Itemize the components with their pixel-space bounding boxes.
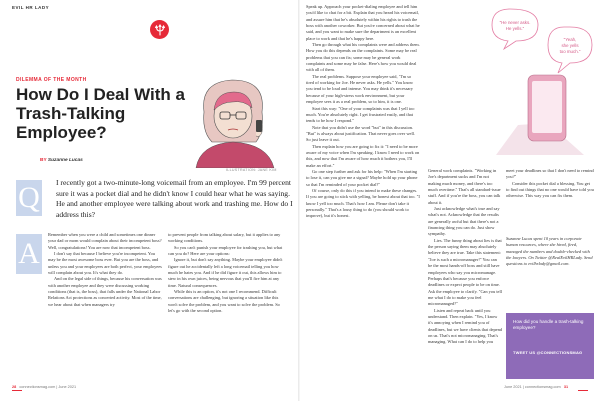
article-headline: How Do I Deal With a Trash-Talking Employee? bbox=[16, 85, 185, 142]
answer-column-2 bbox=[168, 232, 284, 382]
paragraph: Ignore it, but don't say anything. Maybe your employee didn't figure out he accidentally left a long voicemail telling you how much he hates you. And if he did figure it out, this allows him to stew in his own juices, being nervous that you'll fire him at any time. Natural consequences. bbox=[168, 257, 283, 288]
woman-portrait-illustration bbox=[186, 72, 284, 168]
bubble-top-line1: "He never asks. bbox=[499, 20, 531, 25]
right-page-number: 31 bbox=[563, 385, 569, 389]
bubble-middle-line1: "Yeah, bbox=[563, 37, 577, 42]
bubble-middle-line3: too much." bbox=[559, 49, 581, 54]
left-footer-info: connectionsmag.com | June 2021 bbox=[19, 385, 77, 389]
answer-initial: A bbox=[16, 234, 42, 274]
speech-bubbles-illustration bbox=[488, 5, 598, 165]
question-text: I recently got a two-minute-long voicemail from an employee. I'm 99 percent sure it was a pocket dial and he didn't know I could hear what he was saying. He and another employee were talking about work and trashing me. How do I address this? bbox=[56, 178, 293, 219]
paragraph: meet your deadlines so that I don't need to remind you?" bbox=[506, 168, 594, 180]
right-footer bbox=[504, 385, 568, 389]
paragraph: The real problems. Suppose your employee said, "I'm so tired of working for Joe. He never asks. He yells." You know you tend to be loud and intense. You may think it's necessary because of your high-stress work environment, but your employee sees it as a real problem, so to him, it is one. bbox=[306, 73, 414, 105]
left-footer-rule bbox=[12, 390, 22, 391]
article-kicker: DILEMMA OF THE MONTH bbox=[16, 77, 87, 83]
bubble-middle-line2: she yells bbox=[561, 43, 579, 48]
left-page-number: 28 bbox=[12, 385, 17, 389]
paragraph: Note that you didn't use the word "but" in this discussion. "But" is always about justification. That never goes over well. So just leave it out. bbox=[306, 124, 415, 143]
author-bio bbox=[506, 236, 594, 266]
paragraph: So you can't punish your employee for trashing you, but what can you do? Here are your options: bbox=[168, 244, 283, 257]
section-tag: EVIL HR LADY bbox=[12, 5, 50, 10]
paragraph: Speak up. Approach your pocket-dialing employee and tell him you'd like to chat for a bit. Explain that you heard his voicemail, and assure him that he's absolutely within his rights to trash the boss with another coworker. But you're concerned about what he said, and you want to make sure the department is an excellent place to work and that he's happy here. bbox=[306, 4, 420, 41]
paragraph: Consider this pocket dial a blessing. You get to find out things that no one would have told you otherwise. This way you can fix them. bbox=[506, 180, 594, 199]
right-footer-rule bbox=[578, 390, 588, 391]
answer-column-4 bbox=[428, 168, 502, 380]
promo-question: How did you handle a trash-talking employee? bbox=[513, 319, 584, 330]
paragraph: I don't say that because I believe you're incompetent. You may be the most awesome boss ever. But you are the boss, and unless you and your employees are both perfect, your employees will complain about you. It's what they do. bbox=[48, 251, 162, 276]
promo-cta[interactable]: TWEET US @CONNECTIONSMAG bbox=[513, 350, 583, 355]
byline-prefix: BY bbox=[40, 158, 47, 163]
twitter-promo-box bbox=[506, 313, 594, 379]
paragraph: While this is an option, it's not one I recommend. Difficult conversations are challenging, but ignoring a situation like this won't solve the problem, and you want to solve the problem. So let's go with the second option. bbox=[168, 289, 280, 314]
paragraph: Listen and repeat back until you understand. Then explain. "Yes, I know it's annoying when I remind you of deadlines, but we have clients that depend on us. That's not micromanaging. That's managing. What can I do to help you bbox=[428, 307, 502, 345]
trident-logo-icon bbox=[150, 20, 169, 39]
byline bbox=[40, 158, 83, 163]
paragraph: Just acknowledge what's true and say what's not. Acknowledge that the results are generally awful but that there's not a financing thing you can do. Just show sympathy. bbox=[428, 206, 500, 237]
paragraph: Lies. The funny thing about lies is that the person saying them may absolutely believe they are true. Take this statement: "Joe is such a micromanager!" You can be the most hands-off boss and still have employees who say you micromanage. Perhaps that's because you enforce deadlines or expect people to be on time. Ask the employee to clarify. "Can you tell me what I do to make you feel micromanaged?" bbox=[428, 237, 502, 307]
paragraph: Of course, only do this if you intend to make these changes. If you are going to stick with yelling, be honest about that too. "I know I yell too much. That's how I am. Please don't take it personally." That's a lousy thing to do (you should work to improve), but it's honest. bbox=[306, 187, 420, 219]
right-footer-info: June 2021 | connectionsmag.com bbox=[504, 385, 561, 389]
paragraph: Go one step further and ask for his help: "When I'm starting to lose it, can you give me a signal? Maybe hold up your phone so that I'm reminded of your pocket dial?" bbox=[306, 168, 418, 187]
paragraph: And on the legal side of things, because his conversation was with another employee and they were discussing working conditions (that is, the boss), that falls under the National Labor Relations Act protections as concerted activity. Most of the time, we hear about that when managers try bbox=[48, 276, 162, 307]
paragraph: Then go through what his complaints were and address them. How you do this depends on the complaints. Some may be real problems that you can fix; some may be general work complaints and some may be false. Here's how you would deal with all of them. bbox=[306, 42, 420, 73]
answer-column-5 bbox=[506, 168, 594, 218]
left-footer bbox=[12, 385, 76, 389]
bubble-top-line2: He yells." bbox=[505, 26, 525, 31]
answer-column-3 bbox=[306, 4, 420, 380]
paragraph: Then explain how you are going to fix it: "I need to be more aware of my voice when I'm speaking. I know I need to work on this, and now that I'm aware of how much it bothers you, I'll make an effort." bbox=[306, 143, 420, 168]
paragraph: Remember when you were a child and sometimes one dinner your dad or mom would complain about their incompetent boss? Well, congratulations! You are now that incompetent boss. bbox=[48, 232, 162, 250]
bio-text: Suzanne Lucas spent 10 years in corporate human resources, where she hired, fired, managed the numbers and double-checked with the lawyers. On Twitter @RealEvilHRLady. Send questions to evilhrlady@gmail.com. bbox=[506, 236, 593, 266]
paragraph: Start this way: "One of your complaints was that I yell too much. You're absolutely right. I get frustrated easily, and that tends to be how I respond." bbox=[306, 105, 415, 124]
answer-column-1 bbox=[48, 232, 162, 382]
paragraph: General work complaints. "Working in Joe's department sucks and I'm not making much money, and there's too much overtime." That's all standard-issue stuff. And if you're the boss, you can talk about it. bbox=[428, 168, 501, 205]
question-initial: Q bbox=[16, 180, 42, 216]
author-name: Suzanne Lucas bbox=[47, 158, 83, 163]
illustration-credit: ILLUSTRATION: JANE KIM bbox=[226, 168, 277, 172]
paragraph: to prevent people from talking about salary, but it applies to any working conditions. bbox=[168, 232, 281, 244]
